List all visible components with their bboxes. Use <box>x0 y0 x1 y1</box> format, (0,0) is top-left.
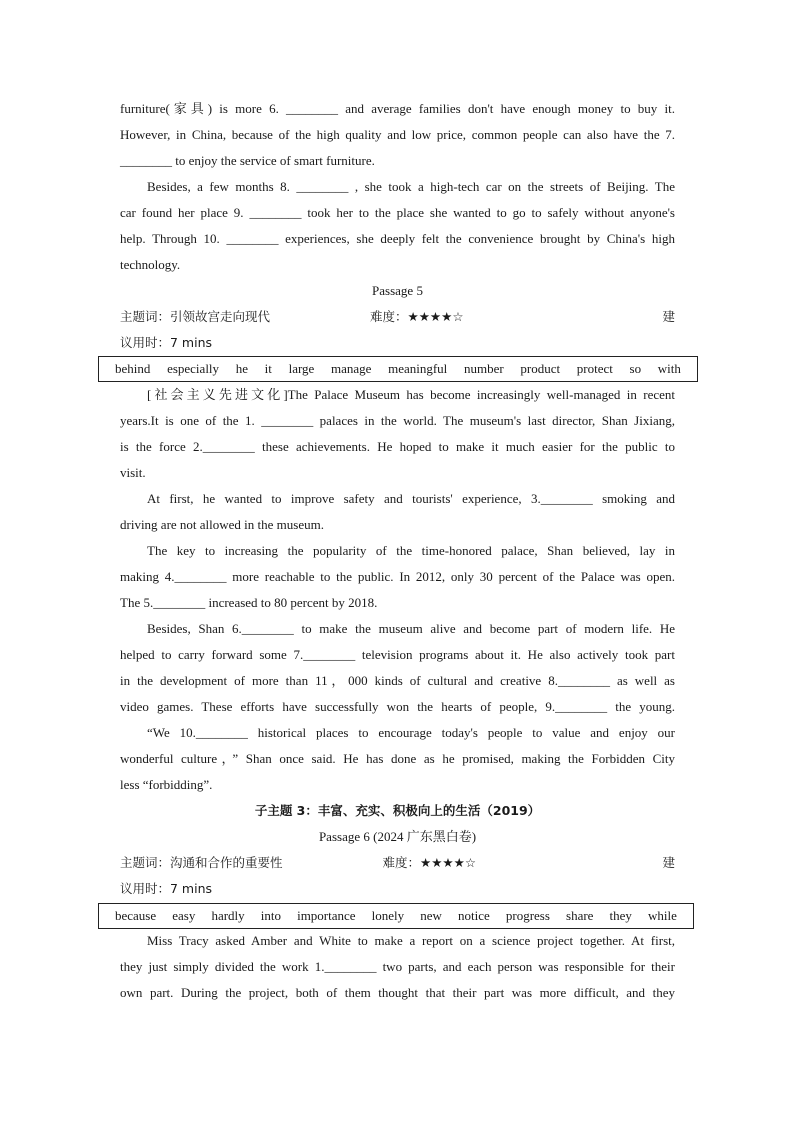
text-line: in the development of more than 11，000 kinds of cultural and creative 8.________ as well as <box>120 673 675 688</box>
word-bank-box <box>98 356 698 382</box>
word-bank-item: product <box>520 361 561 376</box>
text-line: Miss Tracy asked Amber and White to make a report on a science project together. At first, <box>147 933 675 948</box>
suggest-label: 建 <box>662 855 675 870</box>
text-line: furniture(家具) is more 6. ________ and average families don't have enough money to buy it. <box>120 101 675 116</box>
time-label-row <box>120 330 675 356</box>
word-bank-item: while <box>648 908 677 923</box>
word-bank-item: especially <box>167 361 220 376</box>
text-line: The 5.________ increased to 80 percent by 2018. <box>120 595 378 610</box>
text-line: they just simply divided the work 1.________ two parts, and each person was responsible for their <box>120 959 675 974</box>
word-bank-item: large <box>288 361 315 376</box>
word-bank-item: with <box>657 361 681 376</box>
word-bank-item: manage <box>331 361 372 376</box>
text-line: own part. During the project, both of them thought that their part was more difficult, and they <box>120 985 675 1000</box>
text-line: years.It is one of the 1. ________ palaces in the world. The museum's last director, Shan Jixiang, <box>120 413 675 428</box>
text-line: is the force 2.________ these achievements. He hoped to make it much easier for the public to <box>120 439 675 454</box>
document-page <box>120 96 675 1006</box>
time-label: 议用时：7 mins <box>120 335 213 350</box>
text-line: Besides, a few months 8. ________ , she took a high-tech car on the streets of Beijing. The <box>147 179 675 194</box>
word-bank-item: importance <box>297 908 356 923</box>
text-line: less “forbidding”. <box>120 777 213 792</box>
word-bank-box <box>98 903 694 929</box>
text-line: help. Through 10. ________ experiences, she deeply felt the convenience brought by China's high <box>120 231 675 246</box>
word-bank-item: progress <box>505 908 550 923</box>
text-line: making 4.________ more reachable to the public. In 2012, only 30 percent of the Palace was open. <box>120 569 675 584</box>
text-line: helped to carry forward some 7.________ television programs about it. He also actively took part <box>120 647 675 662</box>
theme-label: 主题词：沟通和合作的重要性 <box>120 855 283 870</box>
word-bank-item: so <box>629 361 642 376</box>
time-label: 议用时：7 mins <box>120 881 213 896</box>
word-bank-item: share <box>566 908 594 923</box>
text-line: visit. <box>120 465 146 480</box>
text-line: The key to increasing the popularity of the time-honored palace, Shan believed, lay in <box>147 543 675 558</box>
word-bank-item: new <box>420 908 442 923</box>
text-line: wonderful culture，” Shan once said. He has done as he promised, making the Forbidden City <box>120 751 675 766</box>
word-bank-item: easy <box>172 908 196 923</box>
passage-title: Passage 5 <box>372 283 423 298</box>
time-label-row <box>120 876 675 902</box>
word-bank-item: notice <box>458 908 490 923</box>
text-line: [社会主义先进文化]The Palace Museum has become increasingly well-managed in recent <box>147 387 675 402</box>
word-bank-item: hardly <box>211 908 245 923</box>
word-bank-item: lonely <box>371 908 405 923</box>
difficulty-label: 难度：★★★★☆ <box>382 855 477 870</box>
text-line: “We 10.________ historical places to encourage today's people to value and enjoy our <box>147 725 675 740</box>
subtheme-heading: 子主题 3：丰富、充实、积极向上的生活（2019） <box>254 803 541 818</box>
text-line: However, in China, because of the high quality and low price, common people can also have the 7. <box>120 127 675 142</box>
word-bank-item: behind <box>115 361 151 376</box>
word-bank-item: protect <box>576 361 613 376</box>
word-bank-item: number <box>463 361 504 376</box>
text-line: video games. These efforts have successfully won the hearts of people, 9.________ the young. <box>120 699 675 714</box>
word-bank-item: it <box>264 361 272 376</box>
passage-meta <box>120 304 675 330</box>
suggest-label: 建 <box>662 309 675 324</box>
text-line: technology. <box>120 257 181 272</box>
text-line: driving are not allowed in the museum. <box>120 517 324 532</box>
text-line: At first, he wanted to improve safety and tourists' experience, 3.________ smoking and <box>147 491 675 506</box>
text-line: Besides, Shan 6.________ to make the museum alive and become part of modern life. He <box>147 621 675 636</box>
word-bank-item: meaningful <box>388 361 448 376</box>
theme-label: 主题词：引领故宫走向现代 <box>120 309 271 324</box>
passage-title: Passage 6 (2024 广东黑白卷) <box>318 829 477 844</box>
word-bank-item: because <box>115 908 157 923</box>
passage-meta <box>120 850 675 876</box>
word-bank-item: he <box>235 361 248 376</box>
text-line: ________ to enjoy the service of smart furniture. <box>120 153 375 168</box>
text-line: car found her place 9. ________ took her to the place she wanted to go to safely without anyone's <box>120 205 675 220</box>
word-bank-item: they <box>609 908 632 923</box>
word-bank-item: into <box>260 908 281 923</box>
difficulty-label: 难度：★★★★☆ <box>370 309 464 324</box>
